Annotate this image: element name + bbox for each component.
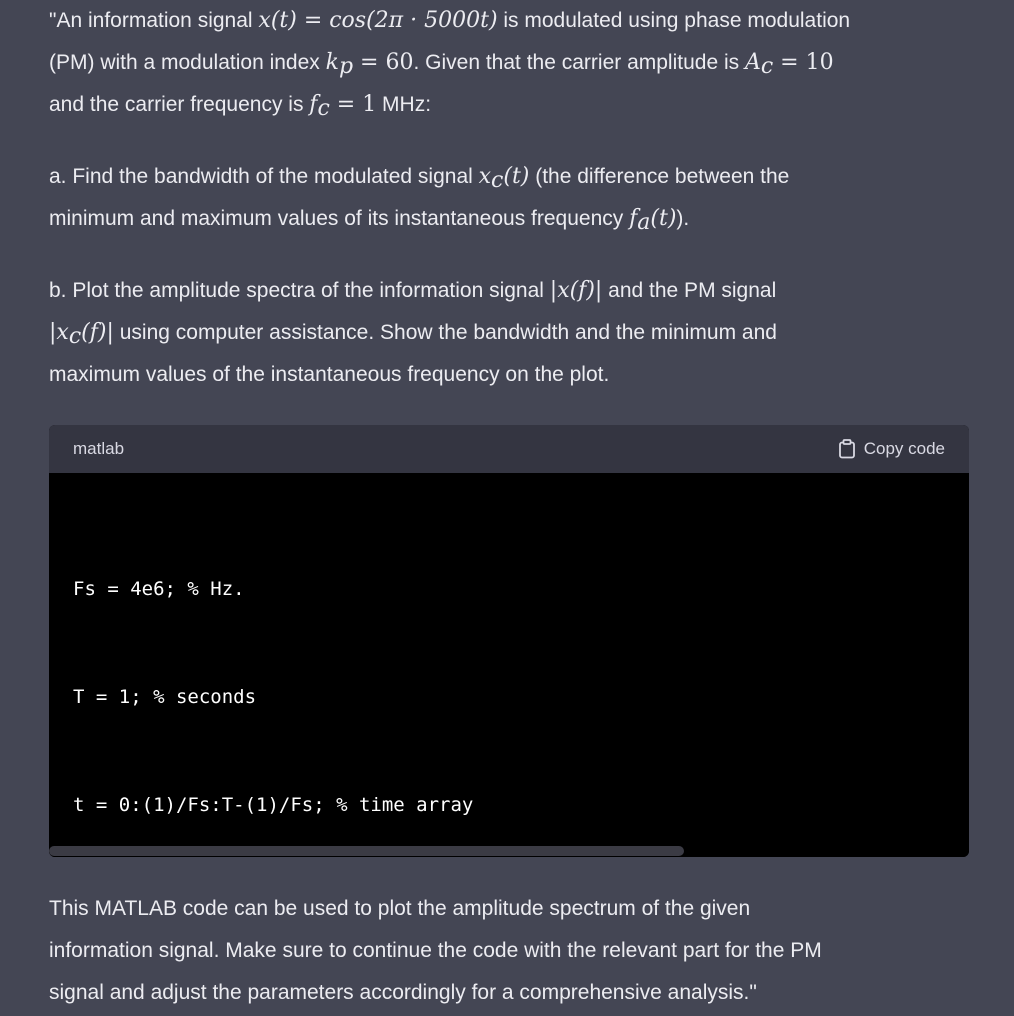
text: a. Find the bandwidth of the modulated signal (49, 165, 479, 188)
code-content[interactable] (49, 473, 969, 857)
math-kp: k (325, 50, 339, 75)
copy-code-button[interactable] (838, 439, 945, 459)
code-language-label: matlab (73, 439, 125, 458)
math-xcf: |x (49, 320, 69, 345)
math-fc: f (309, 92, 318, 117)
text: minimum and maximum values of its instantaneous frequency (49, 207, 630, 230)
part-b-paragraph (49, 270, 777, 396)
code-block (49, 425, 969, 857)
text-line: This MATLAB code can be used to plot the amplitude spectrum of the given (49, 897, 751, 920)
math-sub: a (637, 210, 651, 235)
math-arg: (f)| (81, 320, 114, 345)
text: b. Plot the amplitude spectra of the information signal (49, 279, 550, 302)
math-signal: x(t) = cos(2π · 5000t) (258, 8, 498, 33)
text: "An information signal (49, 9, 259, 32)
math-sub: c (491, 168, 504, 193)
code-header (49, 425, 969, 473)
text-line: signal and adjust the parameters accordingly for a comprehensive analysis." (49, 981, 757, 1004)
math-arg: (t) (650, 206, 677, 231)
text: using computer assistance. Show the bandwidth and the minimum and (113, 321, 777, 344)
horizontal-scrollbar[interactable] (49, 845, 969, 857)
closing-paragraph (49, 888, 822, 1014)
math-ac: A (744, 50, 761, 75)
text: MHz: (376, 93, 432, 116)
text: maximum values of the instantaneous frequency on the plot. (49, 363, 610, 386)
text-line: information signal. Make sure to continue the code with the relevant part for the PM (49, 939, 822, 962)
text: . Given that the carrier amplitude is (413, 51, 745, 74)
math-xc: x (478, 164, 492, 189)
math-value: = 10 (773, 50, 834, 75)
math-sub: c (317, 96, 330, 121)
code-line: Fs = 4e6; % Hz. (73, 578, 245, 600)
text: and the PM signal (602, 279, 777, 302)
text: is modulated using phase modulation (497, 9, 851, 32)
text: ). (676, 207, 690, 230)
math-value: = 60 (353, 50, 414, 75)
clipboard-icon (838, 439, 856, 459)
text: (PM) with a modulation index (49, 51, 326, 74)
part-a-paragraph (49, 156, 789, 240)
math-fa: f (629, 206, 638, 231)
math-sub: p (338, 54, 354, 79)
text: (the difference between the (529, 165, 790, 188)
math-xf: |x(f)| (549, 278, 603, 303)
math-arg: (t) (503, 164, 530, 189)
code-line: t = 0:(1)/Fs:T-(1)/Fs; % time array (73, 794, 474, 816)
text: and the carrier frequency is (49, 93, 310, 116)
math-sub: c (760, 54, 774, 79)
math-value: = 1 (329, 92, 377, 117)
copy-code-label: Copy code (863, 439, 945, 458)
question-paragraph (49, 0, 850, 126)
scrollbar-thumb[interactable] (49, 846, 684, 856)
code-line: T = 1; % seconds (73, 686, 257, 708)
math-sub: c (68, 324, 82, 349)
